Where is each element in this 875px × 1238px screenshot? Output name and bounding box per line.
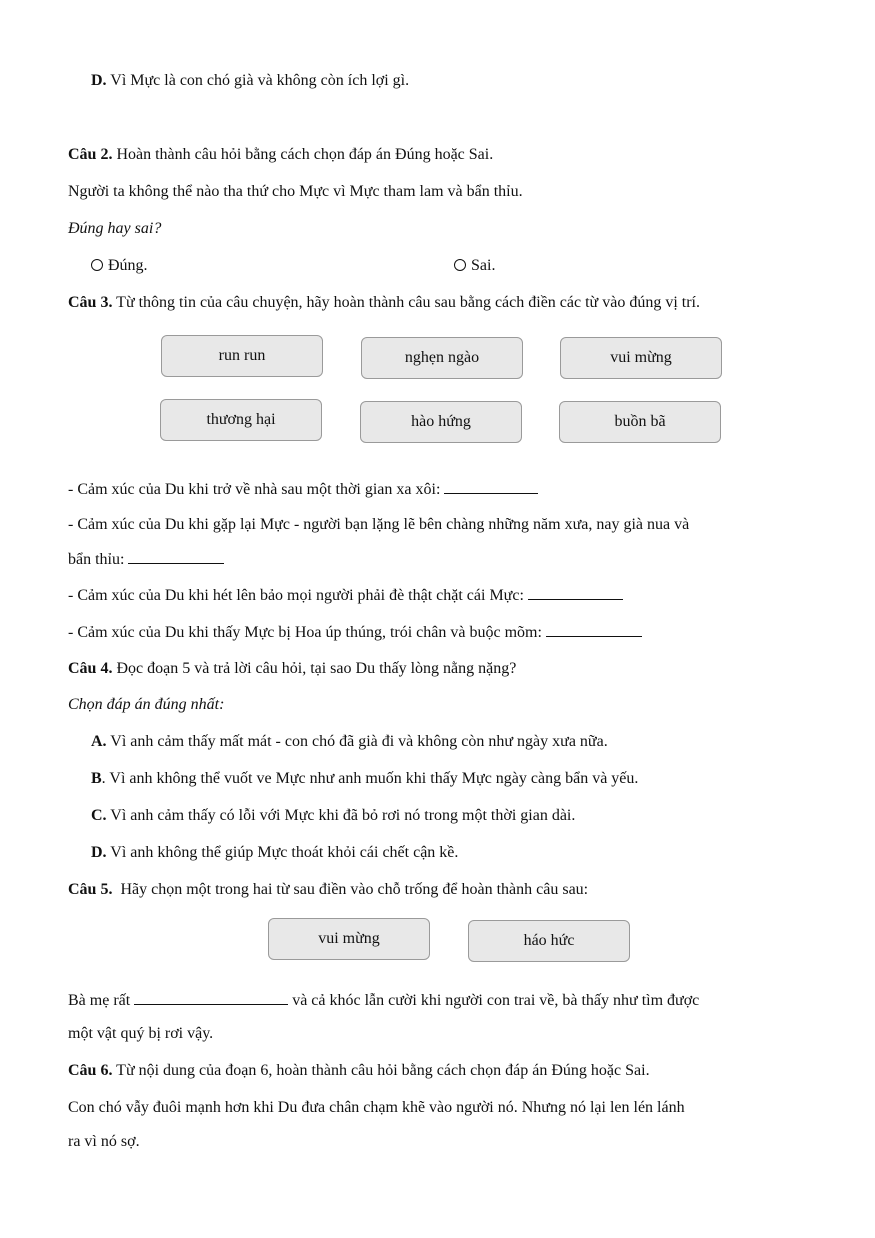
q3-sentence-4 <box>68 622 642 643</box>
q2-option-false[interactable] <box>454 256 495 276</box>
q6-heading <box>68 1061 650 1081</box>
answer-blank[interactable] <box>546 622 642 637</box>
question-prompt: Đọc đoạn 5 và trả lời câu hỏi, tại sao Du thấy lòng nằng nặng? <box>112 660 517 677</box>
option-letter: A. <box>91 733 107 750</box>
q4-option-c[interactable] <box>91 806 575 826</box>
option-letter: D. <box>91 72 107 89</box>
radio-icon[interactable] <box>91 259 103 271</box>
answer-blank[interactable] <box>444 479 538 494</box>
answer-blank[interactable] <box>528 585 623 600</box>
option-label: Đúng. <box>108 257 148 274</box>
word-chip[interactable]: vui mừng <box>268 918 430 960</box>
q4-option-a[interactable] <box>91 732 608 752</box>
q6-statement-cont: ra vì nó sợ. <box>68 1133 140 1150</box>
radio-icon[interactable] <box>454 259 466 271</box>
answer-blank[interactable] <box>128 549 224 564</box>
q1-option-d[interactable] <box>91 71 409 91</box>
q2-statement: Người ta không thể nào tha thứ cho Mực vì Mực tham lam và bẩn thỉu. <box>68 183 523 200</box>
q4-option-b[interactable] <box>91 769 638 789</box>
q4-option-d[interactable] <box>91 843 458 863</box>
word-chip[interactable]: háo hức <box>468 920 630 962</box>
instruction-text: Chọn đáp án đúng nhất: <box>68 696 225 713</box>
question-label: Câu 3. <box>68 294 113 311</box>
question-prompt: Từ nội dung của đoạn 6, hoàn thành câu hỏi bằng cách chọn đáp án Đúng hoặc Sai. <box>112 1062 650 1079</box>
q3-sentence-2-cont <box>68 549 224 570</box>
q3-sentence-3 <box>68 585 623 606</box>
q2-option-true[interactable] <box>91 256 148 276</box>
question-label: Câu 4. <box>68 660 113 677</box>
sentence-text: và cả khóc lẫn cười khi người con trai về, bà thấy như tìm được <box>288 992 700 1009</box>
q6-statement: Con chó vẫy đuôi mạnh hơn khi Du đưa chân chạm khẽ vào người nó. Nhưng nó lại len lén lánh <box>68 1099 685 1116</box>
question-prompt: Hãy chọn một trong hai từ sau điền vào chỗ trống để hoàn thành câu sau: <box>112 881 589 898</box>
option-text: Vì anh cảm thấy có lỗi với Mực khi đã bỏ rơi nó trong một thời gian dài. <box>106 807 576 824</box>
sentence-text: Bà mẹ rất <box>68 992 135 1009</box>
question-prompt: Từ thông tin của câu chuyện, hãy hoàn thành câu sau bằng cách điền các từ vào đúng vị trí. <box>112 294 700 311</box>
option-letter: D. <box>91 844 107 861</box>
word-chip[interactable]: hào hứng <box>360 401 522 443</box>
option-text: . Vì anh không thể vuốt ve Mực như anh muốn khi thấy Mực ngày càng bẩn và yếu. <box>101 770 639 787</box>
sentence-text: - Cảm xúc của Du khi trở về nhà sau một thời gian xa xôi: <box>68 481 445 498</box>
q4-heading <box>68 659 516 679</box>
option-letter: C. <box>91 807 107 824</box>
option-label: Sai. <box>471 257 496 274</box>
q3-sentence-1 <box>68 479 538 500</box>
q5-heading <box>68 880 588 900</box>
word-chip[interactable]: nghẹn ngào <box>361 337 523 379</box>
option-text: Vì anh cảm thấy mất mát - con chó đã già đi và không còn như ngày xưa nữa. <box>106 733 608 750</box>
question-label: Câu 6. <box>68 1062 113 1079</box>
word-chip[interactable]: vui mừng <box>560 337 722 379</box>
word-chip[interactable]: buồn bã <box>559 401 721 443</box>
word-chip[interactable]: thương hại <box>160 399 322 441</box>
sentence-text: bẩn thỉu: <box>68 551 129 568</box>
option-letter: B <box>91 770 102 787</box>
q2-heading <box>68 145 493 165</box>
answer-blank[interactable] <box>134 990 288 1005</box>
question-prompt: Hoàn thành câu hỏi bằng cách chọn đáp án Đúng hoặc Sai. <box>112 146 494 163</box>
q3-sentence-2: - Cảm xúc của Du khi gặp lại Mực - người bạn lặng lẽ bên chàng những năm xưa, nay già nua và <box>68 516 690 533</box>
sentence-text: - Cảm xúc của Du khi hét lên bảo mọi người phải đè thật chặt cái Mực: <box>68 587 528 604</box>
option-text: Vì Mực là con chó già và không còn ích lợi gì. <box>106 72 410 89</box>
question-label: Câu 5. <box>68 881 113 898</box>
question-label: Câu 2. <box>68 146 113 163</box>
q5-sentence-1 <box>68 990 699 1011</box>
sentence-text: - Cảm xúc của Du khi thấy Mực bị Hoa úp thúng, trói chân và buộc mõm: <box>68 624 546 641</box>
q4-instruction <box>68 695 224 715</box>
q2-question <box>68 219 161 239</box>
q5-sentence-2: một vật quý bị rơi vậy. <box>68 1025 214 1042</box>
q3-heading <box>68 293 700 313</box>
option-text: Vì anh không thể giúp Mực thoát khỏi cái chết cận kề. <box>106 844 459 861</box>
word-chip[interactable]: run run <box>161 335 323 377</box>
question-text: Đúng hay sai? <box>68 220 162 237</box>
